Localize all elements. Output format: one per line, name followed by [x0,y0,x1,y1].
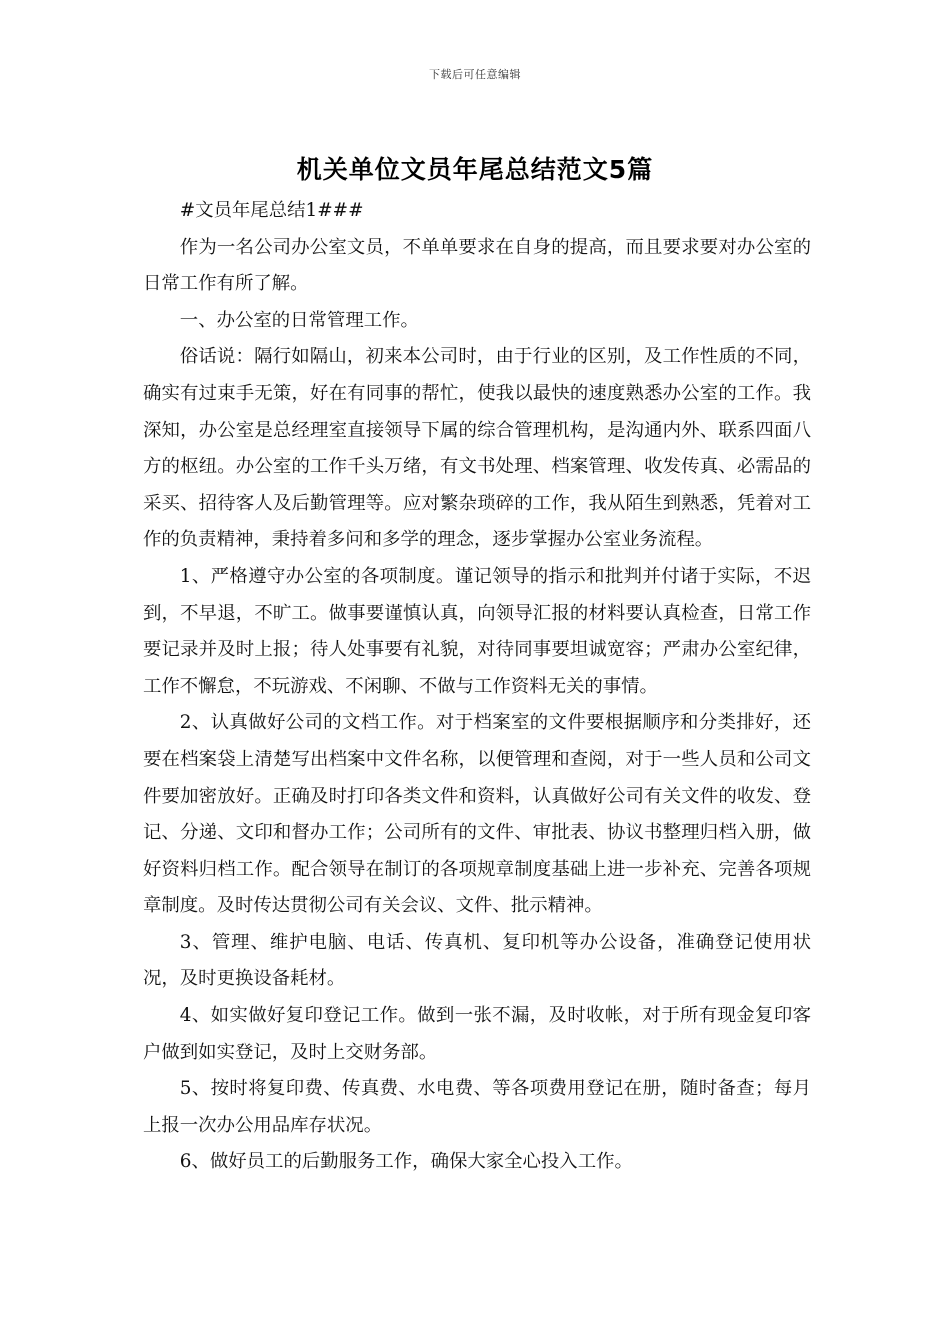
paragraph-item-6: 6、做好员工的后勤服务工作，确保大家全心投入工作。 [179,1151,633,1173]
paragraph-intro: 作为一名公司办公室文员，不单单要求在自身的提高，而且要求要对办公室的日常工作有所了解。 [143,236,811,295]
paragraph-item-1: 1、严格遵守办公室的各项制度。谨记领导的指示和批判并付诸于实际，不迟到，不早退，不旷工。做事要谨慎认真，向领导汇报的材料要认真检查，日常工作要记录并及时上报；待人处事要有礼貌，对待同事要坦诚宽容；严肃办公室纪律，工作不懈怠，不玩游戏、不闲聊、不做与工作资料无关的事情。 [143,565,811,697]
header-note: 下载后可任意编辑 [429,68,521,81]
page-title: 机关单位文员年尾总结范文5篇 [296,155,654,184]
paragraph-section-heading: #文员年尾总结1### [179,200,364,221]
document-body [143,193,811,1181]
paragraph-item-4: 4、如实做好复印登记工作。做到一张不漏，及时收帐，对于所有现金复印客户做到如实登记，及时上交财务部。 [143,1005,811,1063]
paragraph-background: 俗话说：隔行如隔山，初来本公司时，由于行业的区别，及工作性质的不同，确实有过束手无策，好在有同事的帮忙，使我以最快的速度熟悉办公室的工作。我深知，办公室是总经理室直接领导下属的综合管理机构，是沟通内外、联系四面八方的枢纽。办公室的工作千头万绪，有文书处理、档案管理、收发传真、必需品的采买、招待客人及后勤管理等。应对繁杂琐碎的工作，我从陌生到熟悉，凭着对工作的负责精神，秉持着多问和多学的理念，逐步掌握办公室业务流程。 [143,346,811,551]
paragraph-item-3: 3、管理、维护电脑、电话、传真机、复印机等办公设备，准确登记使用状况，及时更换设备耗材。 [143,931,811,990]
paragraph-heading-daily-management: 一、办公室的日常管理工作。 [179,309,419,331]
paragraph-item-5: 5、按时将复印费、传真费、水电费、等各项费用登记在册，随时备查；每月上报一次办公用品库存状况。 [143,1078,811,1136]
paragraph-item-2: 2、认真做好公司的文档工作。对于档案室的文件要根据顺序和分类排好，还要在档案袋上清楚写出档案中文件名称，以便管理和查阅，对于一些人员和公司文件要加密放好。正确及时打印各类文件和资料，认真做好公司有关文件的收发、登记、分递、文印和督办工作；公司所有的文件、审批表、协议书整理归档入册，做好资料归档工作。配合领导在制订的各项规章制度基础上进一步补充、完善各项规章制度。及时传达贯彻公司有关会议、文件、批示精神。 [143,712,811,917]
